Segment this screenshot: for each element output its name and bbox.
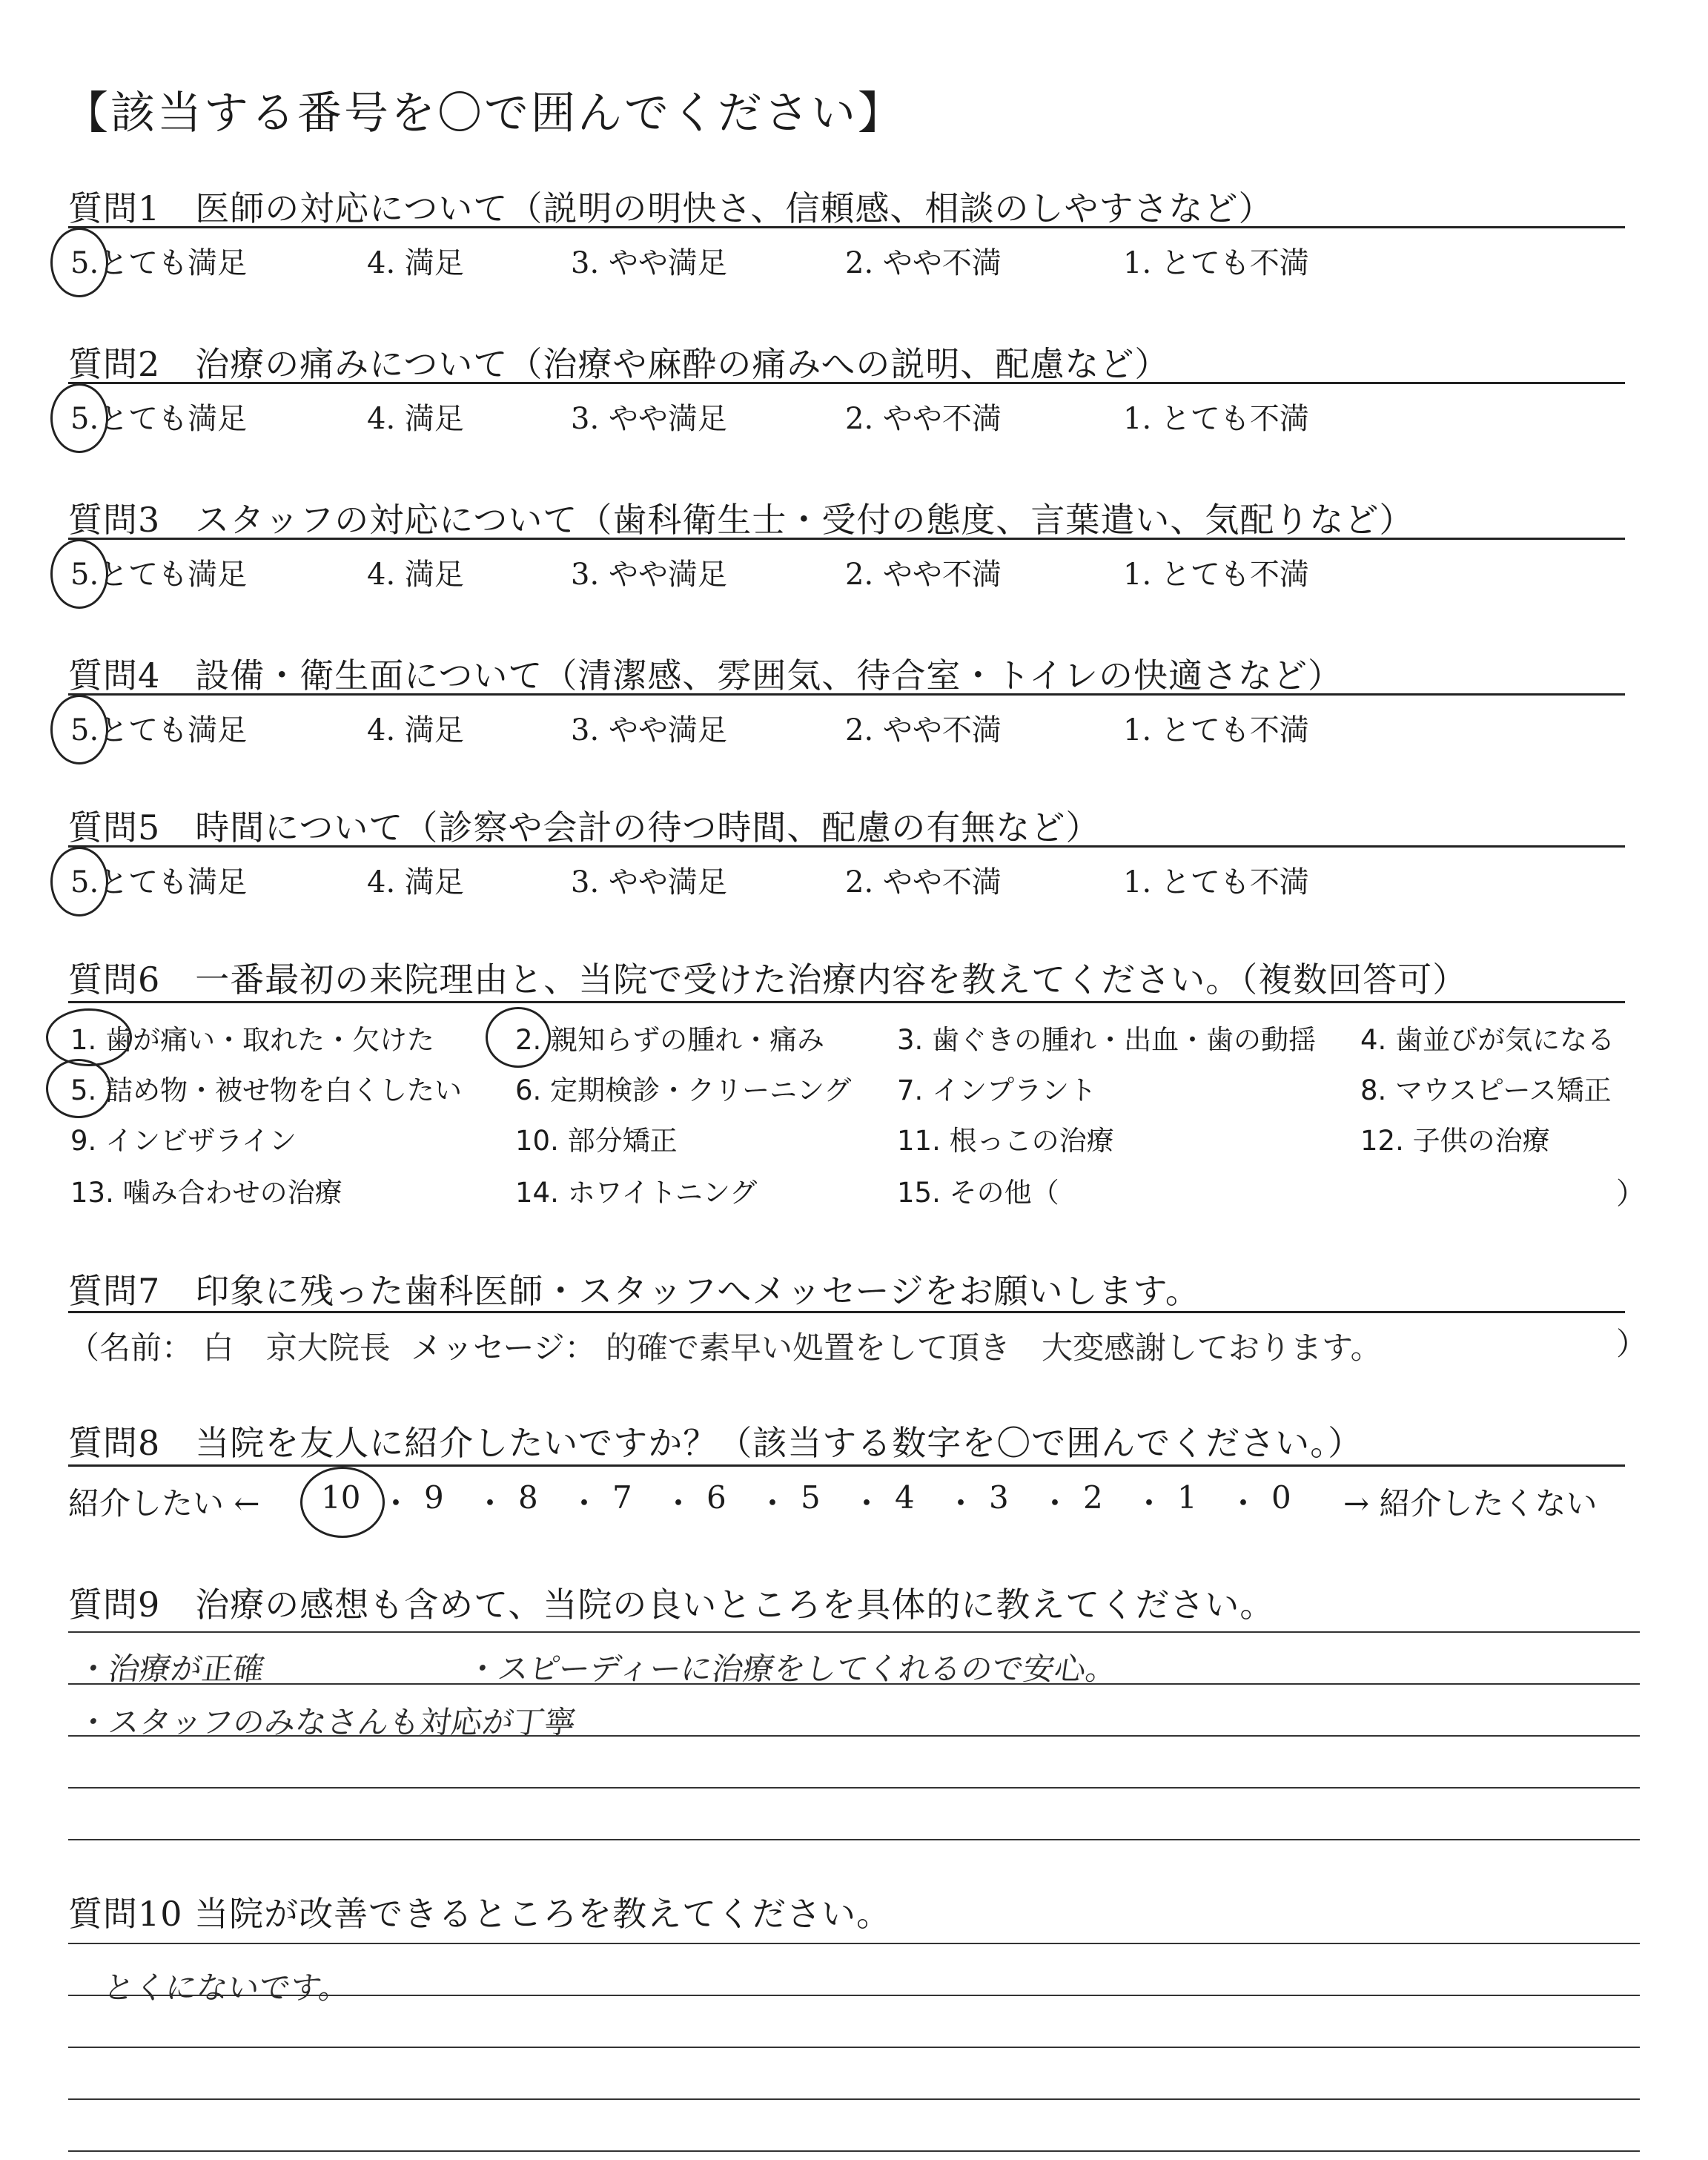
q7-message-label: メッセージ： <box>411 1330 596 1366</box>
q8-scale-value[interactable]: 7 <box>612 1479 632 1516</box>
q5-option[interactable]: 1. とても不満 <box>1123 865 1309 899</box>
q3-option[interactable]: 4. 満足 <box>367 558 464 592</box>
q8-title: 質問8 当院を友人に紹介したいですか？（該当する数字を〇で囲んでください。） <box>68 1423 1363 1463</box>
q8-scale-value[interactable]: 5 <box>801 1479 821 1516</box>
q8-scale-separator: ・ <box>380 1485 412 1522</box>
q1-option[interactable]: 5.とても満足 <box>70 246 248 280</box>
q6-option[interactable]: 2. 親知らずの腫れ・痛み <box>515 1024 825 1056</box>
q6-option[interactable]: 6. 定期検診・クリーニング <box>515 1074 852 1106</box>
q6-option[interactable]: 15. その他（ <box>897 1177 1059 1209</box>
q8-scale-value[interactable]: 10 <box>321 1479 361 1516</box>
q9-answer-text[interactable]: ・スピーディーに治療をしてくれるので安心。 <box>464 1651 1120 1687</box>
q8-scale-value[interactable]: 0 <box>1271 1479 1291 1516</box>
q4-option[interactable]: 1. とても不満 <box>1123 713 1309 747</box>
q4-rule <box>68 693 1625 696</box>
q3-rule <box>68 538 1625 540</box>
page-heading: 【該当する番号を〇で囲んでください】 <box>64 87 904 139</box>
q6-option[interactable]: 11. 根っこの治療 <box>897 1125 1114 1157</box>
q7-rule <box>68 1311 1625 1313</box>
q2-title: 質問2 治療の痛みについて（治療や麻酔の痛みへの説明、配慮など） <box>68 344 1170 384</box>
q7-message-line <box>68 1324 1382 1368</box>
answer-line <box>68 2047 1640 2048</box>
q8-scale-value[interactable]: 1 <box>1177 1479 1197 1516</box>
answer-line <box>68 1631 1640 1633</box>
q6-option[interactable]: 8. マウスピース矯正 <box>1360 1074 1612 1106</box>
q7-name-value[interactable]: 白 <box>202 1330 234 1366</box>
q8-rule <box>68 1464 1625 1467</box>
q7-name-label: （名前： <box>68 1330 193 1366</box>
q5-option[interactable]: 4. 満足 <box>367 865 464 899</box>
q8-scale-value[interactable]: 2 <box>1083 1479 1103 1516</box>
answer-line <box>68 1787 1640 1789</box>
answer-line <box>68 2150 1640 2152</box>
q6-option[interactable]: 10. 部分矯正 <box>515 1125 678 1157</box>
q8-left-label: 紹介したい ← <box>68 1485 260 1522</box>
q7-close-paren: ） <box>1616 1326 1648 1362</box>
q5-option[interactable]: 5.とても満足 <box>70 865 248 899</box>
q4-option[interactable]: 5.とても満足 <box>70 713 248 747</box>
q9-title: 質問9 治療の感想も含めて、当院の良いところを具体的に教えてください。 <box>68 1585 1275 1625</box>
q3-option[interactable]: 2. やや不満 <box>845 558 1002 592</box>
q6-option[interactable]: 12. 子供の治療 <box>1360 1125 1550 1157</box>
q8-scale-value[interactable]: 8 <box>518 1479 538 1516</box>
q1-rule <box>68 226 1625 228</box>
q8-scale-separator: ・ <box>569 1485 600 1522</box>
q4-title: 質問4 設備・衛生面について（清潔感、雰囲気、待合室・トイレの快適さなど） <box>68 655 1343 696</box>
q8-scale-separator: ・ <box>945 1485 977 1522</box>
q2-option[interactable]: 1. とても不満 <box>1123 402 1309 436</box>
q6-option[interactable]: 3. 歯ぐきの腫れ・出血・歯の動揺 <box>897 1024 1317 1056</box>
q8-scale-separator: ・ <box>1039 1485 1071 1522</box>
q10-answer-text[interactable]: とくにないです。 <box>101 1969 353 2006</box>
q8-scale-separator: ・ <box>474 1485 506 1522</box>
q6-option[interactable]: 1. 歯が痛い・取れた・欠けた <box>70 1024 435 1056</box>
answer-line <box>68 1839 1640 1840</box>
q5-rule <box>68 845 1625 848</box>
q2-option[interactable]: 5.とても満足 <box>70 402 248 436</box>
q7-title: 質問7 印象に残った歯科医師・スタッフへメッセージをお願いします。 <box>68 1271 1200 1311</box>
q8-scale-separator: ・ <box>663 1485 695 1522</box>
q8-scale-value[interactable]: 9 <box>424 1479 444 1516</box>
q4-option[interactable]: 4. 満足 <box>367 713 464 747</box>
q6-option[interactable]: 9. インビザライン <box>70 1125 297 1157</box>
q9-answer-text[interactable]: ・スタッフのみなさんも対応が丁寧 <box>75 1704 579 1740</box>
q4-option[interactable]: 3. やや満足 <box>571 713 727 747</box>
q6-title: 質問6 一番最初の来院理由と、当院で受けた治療内容を教えてください。（複数回答可） <box>68 960 1468 1000</box>
q7-message-value[interactable]: 的確で素早い処置をして頂き 大変感謝しております。 <box>605 1330 1382 1366</box>
q2-option[interactable]: 4. 満足 <box>367 402 464 436</box>
q6-rule <box>68 1001 1625 1003</box>
q1-option[interactable]: 4. 満足 <box>367 246 464 280</box>
q8-scale-value[interactable]: 3 <box>989 1479 1009 1516</box>
q1-title: 質問1 医師の対応について（説明の明快さ、信頼感、相談のしやすさなど） <box>68 188 1274 228</box>
q9-answer-text[interactable]: ・治療が正確 <box>75 1651 268 1687</box>
q6-option[interactable]: 13. 噛み合わせの治療 <box>70 1177 342 1209</box>
q4-option[interactable]: 2. やや不満 <box>845 713 1002 747</box>
q1-option[interactable]: 1. とても不満 <box>1123 246 1309 280</box>
q5-option[interactable]: 2. やや不満 <box>845 865 1002 899</box>
q8-scale-separator: ・ <box>851 1485 883 1522</box>
q6-option[interactable]: 7. インプラント <box>897 1074 1097 1106</box>
answer-line <box>68 2098 1640 2100</box>
q6-option[interactable]: 5. 詰め物・被せ物を白くしたい <box>70 1074 463 1106</box>
q6-other-close: ） <box>1616 1177 1646 1211</box>
q1-option[interactable]: 3. やや満足 <box>571 246 727 280</box>
q3-option[interactable]: 5.とても満足 <box>70 558 248 592</box>
q1-option[interactable]: 2. やや不満 <box>845 246 1002 280</box>
q8-scale-separator: ・ <box>1133 1485 1165 1522</box>
q5-option[interactable]: 3. やや満足 <box>571 865 727 899</box>
q8-scale-separator: ・ <box>1228 1485 1260 1522</box>
q8-scale-value[interactable]: 6 <box>706 1479 726 1516</box>
q3-option[interactable]: 1. とても不満 <box>1123 558 1309 592</box>
q2-rule <box>68 382 1625 384</box>
q8-scale-separator: ・ <box>757 1485 789 1522</box>
q5-title: 質問5 時間について（診察や会計の待つ時間、配慮の有無など） <box>68 807 1101 848</box>
q3-option[interactable]: 3. やや満足 <box>571 558 727 592</box>
q2-option[interactable]: 3. やや満足 <box>571 402 727 436</box>
q10-title: 質問10 当院が改善できるところを教えてください。 <box>68 1894 892 1934</box>
q2-option[interactable]: 2. やや不満 <box>845 402 1002 436</box>
q3-title: 質問3 スタッフの対応について（歯科衛生士・受付の態度、言葉遣い、気配りなど） <box>68 500 1414 540</box>
q6-option[interactable]: 14. ホワイトニング <box>515 1177 758 1209</box>
q7-name-value-2[interactable]: 京大院長 <box>265 1330 391 1366</box>
answer-line <box>68 1943 1640 1944</box>
q8-right-label: → 紹介したくない <box>1343 1485 1598 1522</box>
q6-option[interactable]: 4. 歯並びが気になる <box>1360 1024 1615 1056</box>
q8-scale-value[interactable]: 4 <box>895 1479 915 1516</box>
